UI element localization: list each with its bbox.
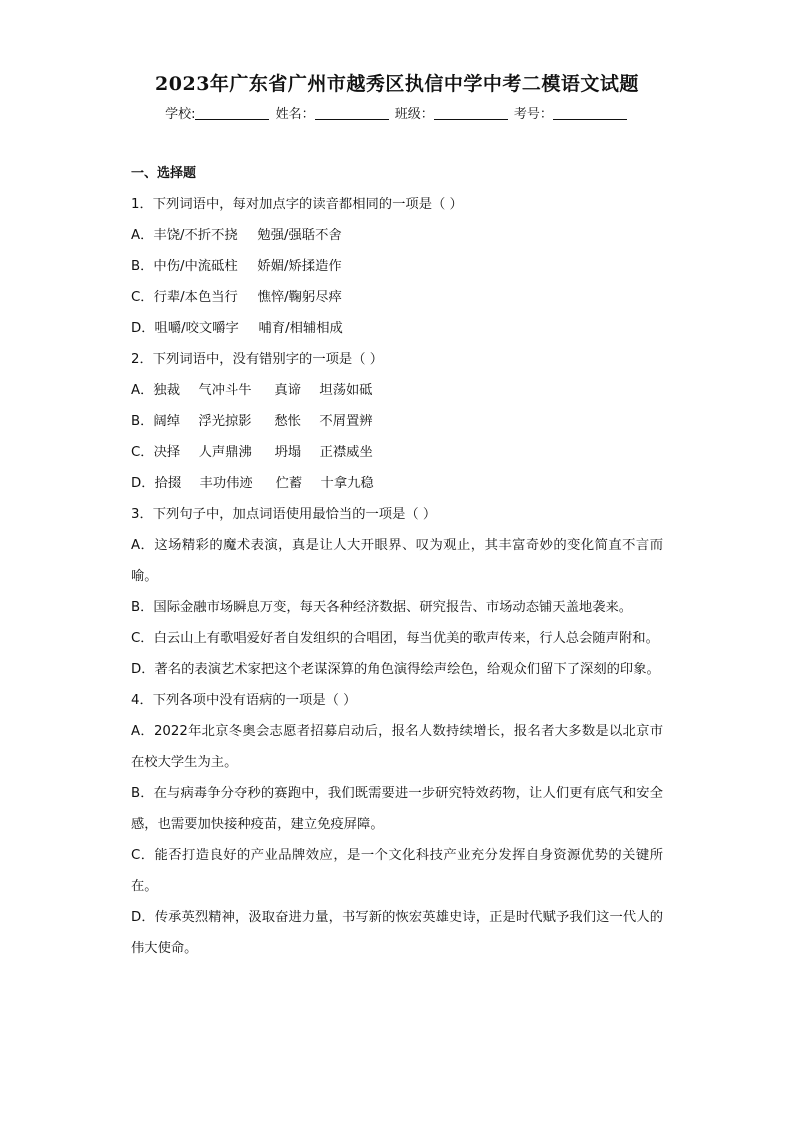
question-4-option-b: B．在与病毒争分夺秒的赛跑中，我们既需要进一步研究特效药物，让人们更有底气和安全感，也需要加快接种疫苗，建立免疫屏障。 — [131, 786, 663, 832]
question-4-option-a: A．2022年北京冬奥会志愿者招募启动后，报名人数持续增长，报名者大多数是以北京市在校大学生为主。 — [131, 724, 663, 770]
option-word: 勉强/强聒不舍 — [257, 228, 342, 243]
option-word: 人声鼎沸 — [198, 445, 252, 460]
option-word: 愁怅 — [274, 414, 302, 429]
option-word: 坦荡如砥 — [319, 383, 373, 398]
option-letter: D． — [131, 476, 155, 491]
option-word: 坍塌 — [274, 445, 302, 460]
option-letter: C． — [131, 290, 154, 305]
option-word: 咀嚼/咬文嚼字 — [154, 321, 239, 336]
option-letter: B． — [131, 259, 154, 274]
option-word: 憔悴/鞠躬尽瘁 — [257, 290, 342, 305]
exam-number-blank[interactable] — [553, 105, 627, 120]
option-word: 丰功伟迹 — [199, 476, 253, 491]
question-1-option-d — [131, 313, 663, 344]
question-4-option-c: C．能否打造良好的产业品牌效应，是一个文化科技产业充分发挥自身资源优势的关键所在。 — [131, 848, 663, 894]
question-content — [131, 165, 663, 964]
school-label: 学校: — [165, 107, 196, 122]
option-word: 独裁 — [153, 383, 180, 398]
question-1-option-a — [131, 220, 663, 251]
option-word: 哺育/相辅相成 — [258, 321, 343, 336]
option-word: 真谛 — [274, 383, 301, 398]
section-title: 一、选择题 — [131, 166, 197, 181]
question-1-option-c — [131, 282, 663, 313]
question-2-option-d — [131, 468, 663, 499]
option-letter: A． — [131, 383, 154, 398]
question-4-option-d: D．传承英烈精神，汲取奋进力量，书写新的恢宏英雄史诗，正是时代赋予我们这一代人的伟大使命。 — [131, 910, 663, 956]
question-2-option-c — [131, 437, 663, 468]
question-3-option-c: C．白云山上有歌唱爱好者自发组织的合唱团，每当优美的歌声传来，行人总会随声附和。 — [131, 631, 659, 646]
option-word: 十拿九稳 — [320, 476, 374, 491]
option-word: 不屑置辨 — [319, 414, 373, 429]
question-2-option-a — [131, 375, 663, 406]
option-word: 丰饶/不折不挠 — [153, 228, 238, 243]
option-word: 中伤/中流砥柱 — [153, 259, 238, 274]
class-blank[interactable] — [434, 105, 508, 120]
name-label: 姓名： — [275, 107, 315, 122]
question-2-option-b — [131, 406, 663, 437]
option-word: 娇媚/矫揉造作 — [257, 259, 342, 274]
option-letter: D． — [131, 321, 155, 336]
option-word: 气冲斗牛 — [198, 383, 252, 398]
question-1-option-b — [131, 251, 663, 282]
option-word: 浮光掠影 — [198, 414, 252, 429]
option-word: 拾掇 — [154, 476, 182, 491]
question-1-stem: 1．下列词语中，每对加点字的读音都相同的一项是（ ） — [131, 197, 463, 212]
option-letter: B． — [131, 414, 154, 429]
question-3-option-d: D．著名的表演艺术家把这个老谋深算的角色演得绘声绘色，给观众们留下了深刻的印象。 — [131, 662, 660, 677]
option-word: 行辈/本色当行 — [153, 290, 238, 305]
option-word: 伫蓄 — [275, 476, 303, 491]
option-letter: C． — [131, 445, 154, 460]
question-3-stem: 3．下列句子中，加点词语使用最恰当的一项是（ ） — [131, 507, 437, 522]
option-letter: A． — [131, 228, 154, 243]
question-3-option-b: B．国际金融市场瞬息万变，每天各种经济数据、研究报告、市场动态铺天盖地袭来。 — [131, 600, 633, 615]
question-2-stem: 2．下列词语中，没有错别字的一项是（ ） — [131, 352, 384, 367]
option-word: 阔绰 — [153, 414, 181, 429]
question-4-stem: 4．下列各项中没有语病的一项是（ ） — [131, 693, 357, 708]
page-title: 2023年广东省广州市越秀区执信中学中考二模语文试题 — [155, 73, 639, 95]
exam-number-label: 考号： — [513, 107, 553, 122]
option-word: 正襟威坐 — [319, 445, 373, 460]
school-blank[interactable] — [195, 105, 269, 120]
question-3-option-a: A．这场精彩的魔术表演，真是让人大开眼界、叹为观止，其丰富奇妙的变化简直不言而喻。 — [131, 538, 663, 584]
class-label: 班级： — [394, 107, 434, 122]
option-word: 决择 — [153, 445, 181, 460]
student-info-row — [0, 103, 794, 122]
name-blank[interactable] — [315, 105, 389, 120]
